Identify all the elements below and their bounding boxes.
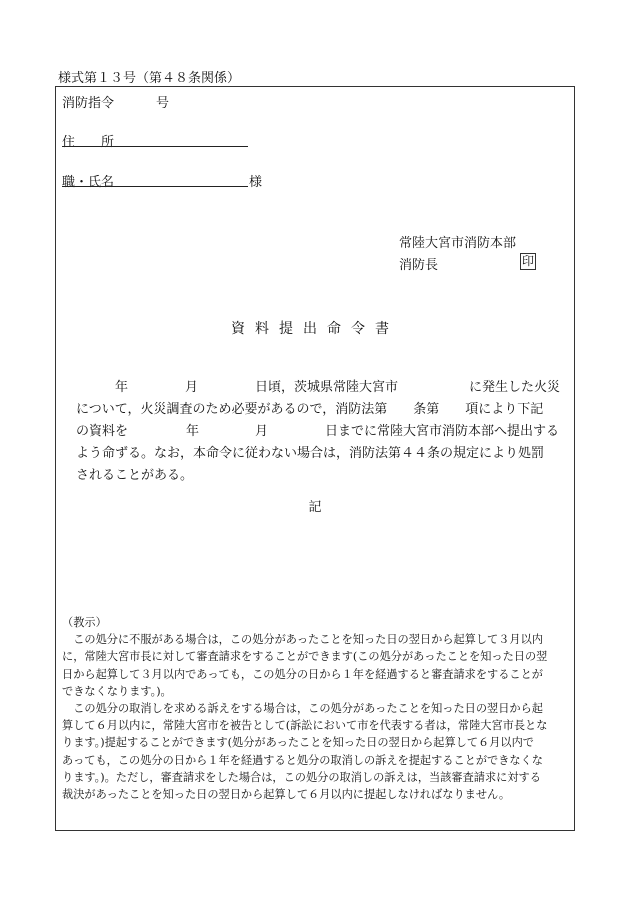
name-underline xyxy=(62,186,248,187)
body-month-2: 月 xyxy=(255,424,269,439)
notice-line: あっても，この処分の日から１年を経過すると処分の取消しの訴えを提起することができなくな xyxy=(62,753,543,767)
name-label: 職・氏名 xyxy=(62,175,115,190)
notice-line: 日から起算して３月以内であっても，この処分の日から１年を経過すると審査請求をすることが xyxy=(62,667,543,681)
seal-stamp: 印 xyxy=(521,254,534,268)
body-line-4: よう命ずる。なお，本命令に従わない場合は，消防法第４４条の規定により処罰 xyxy=(76,446,545,461)
body-deadline: 日までに常陸大宮市消防本部へ提出する xyxy=(325,424,560,439)
honorific: 様 xyxy=(249,175,263,190)
notice-heading: （教示） xyxy=(62,616,107,629)
notice-line: できなくなります。)。 xyxy=(62,684,172,698)
body-line-5: されることがある。 xyxy=(76,468,194,483)
notice-line: 裁決があったことを知った日の翌日から起算して６月以内に提起しなければなりません。 xyxy=(62,788,511,802)
notice-line: この処分の取消しを求める訴えをする場合は，この処分があったことを知った日の翌日から起 xyxy=(62,702,543,716)
form-number: 様式第１３号（第４８条関係） xyxy=(58,71,241,86)
address-underline xyxy=(62,146,248,147)
body-materials: の資料を xyxy=(76,424,129,439)
notice-line: 算して６月以内に，常陸大宮市を被告として(訴訟において市を代表する者は，常陸大宮市長とな xyxy=(62,719,548,733)
order-prefix: 消防指令 xyxy=(62,96,115,111)
notice-line: ります。)提起することができます(処分があったことを知った日の翌日から起算して６月以内で xyxy=(62,736,534,750)
document-title: 資料提出命令書 xyxy=(231,321,399,337)
order-suffix: 号 xyxy=(156,96,170,111)
notice-line: ります。)。ただし，審査請求をした場合は，この処分の取消しの訴えは，当該審査請求に対する xyxy=(62,770,541,784)
notice-line: に，常陸大宮市長に対して審査請求をすることができます(この処分があったことを知った日の翌 xyxy=(62,650,548,664)
notice-section xyxy=(62,614,577,803)
notice-line: この処分に不服がある場合は，この処分があったことを知った日の翌日から起算して３月以内 xyxy=(62,633,543,647)
body-line-2: について，火災調査のため必要があるので，消防法第 条第 項により下記 xyxy=(76,402,544,417)
issuer-position: 消防長 xyxy=(399,258,439,273)
body-year-2: 年 xyxy=(186,424,200,439)
address-label: 住 所 xyxy=(62,135,115,150)
body-fire-occurred: に発生した火災 xyxy=(469,380,561,395)
body-month-1: 月 xyxy=(185,380,199,395)
issuer-organization: 常陸大宮市消防本部 xyxy=(399,236,517,251)
ki-marker: 記 xyxy=(308,500,322,515)
body-day-location: 日頃，茨城県常陸大宮市 xyxy=(255,380,399,395)
body-year-1: 年 xyxy=(115,380,129,395)
